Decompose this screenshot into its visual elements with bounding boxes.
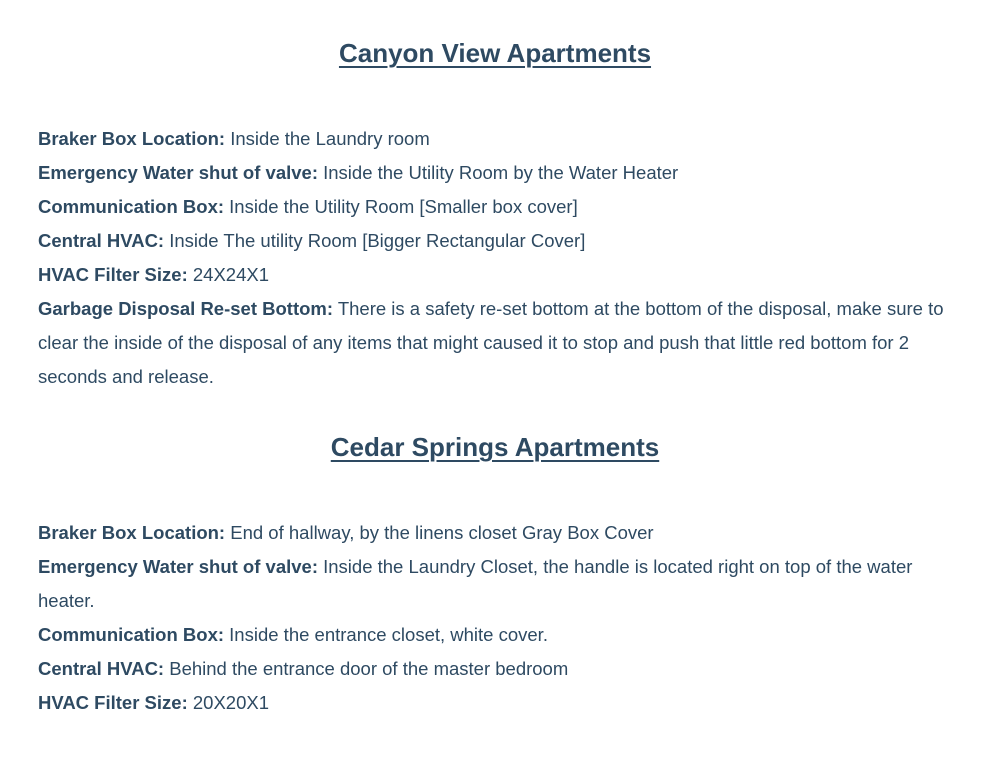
info-entry-water-valve xyxy=(38,156,950,190)
entry-text: Inside the Laundry room xyxy=(225,128,430,149)
info-entry-garbage-disposal xyxy=(38,292,950,394)
entry-label: Braker Box Location: xyxy=(38,128,226,149)
entry-text: 24X24X1 xyxy=(187,264,269,285)
entry-text: Inside The utility Room [Bigger Rectangular Cover] xyxy=(164,230,586,251)
entry-label: Braker Box Location: xyxy=(38,522,226,543)
canyon-view-info-list xyxy=(38,122,950,394)
section-title-text: Canyon View Apartments xyxy=(338,38,652,68)
entry-label: Central HVAC: xyxy=(38,658,165,679)
entry-label: Emergency Water shut of valve: xyxy=(38,162,318,183)
entry-text: Inside the Laundry Closet, the handle is located right on top of the water heater. xyxy=(38,556,913,611)
info-entry-central-hvac xyxy=(38,224,950,258)
section-title-cedar-springs xyxy=(0,431,990,463)
entry-text: Inside the Utility Room [Smaller box cover] xyxy=(224,196,578,217)
section-title-text: Cedar Springs Apartments xyxy=(330,432,660,462)
info-entry-central-hvac xyxy=(38,652,950,686)
info-entry-hvac-filter xyxy=(38,258,950,292)
entry-text: Inside the entrance closet, white cover. xyxy=(224,624,548,645)
info-entry-communication-box xyxy=(38,190,950,224)
entry-label: HVAC Filter Size: xyxy=(38,692,188,713)
entry-label: Central HVAC: xyxy=(38,230,165,251)
info-entry-communication-box xyxy=(38,618,950,652)
entry-label: HVAC Filter Size: xyxy=(38,264,188,285)
entry-text: 20X20X1 xyxy=(187,692,269,713)
info-entry-water-valve xyxy=(38,550,950,618)
cedar-springs-info-list xyxy=(38,516,950,720)
entry-text: There is a safety re-set bottom at the bottom of the disposal, make sure to clear the inside of the disposal of any items that might caused it to stop and push that little red bottom for 2 seconds and release. xyxy=(38,298,944,387)
info-entry-breaker-box xyxy=(38,516,950,550)
info-entry-breaker-box xyxy=(38,122,950,156)
entry-text: Behind the entrance door of the master bedroom xyxy=(164,658,569,679)
entry-text: Inside the Utility Room by the Water Heater xyxy=(317,162,679,183)
entry-label: Emergency Water shut of valve: xyxy=(38,556,318,577)
entry-text: End of hallway, by the linens closet Gray Box Cover xyxy=(225,522,654,543)
entry-label: Garbage Disposal Re-set Bottom: xyxy=(38,298,334,319)
section-title-canyon-view xyxy=(0,37,990,69)
info-entry-hvac-filter xyxy=(38,686,950,720)
entry-label: Communication Box: xyxy=(38,196,225,217)
entry-label: Communication Box: xyxy=(38,624,225,645)
